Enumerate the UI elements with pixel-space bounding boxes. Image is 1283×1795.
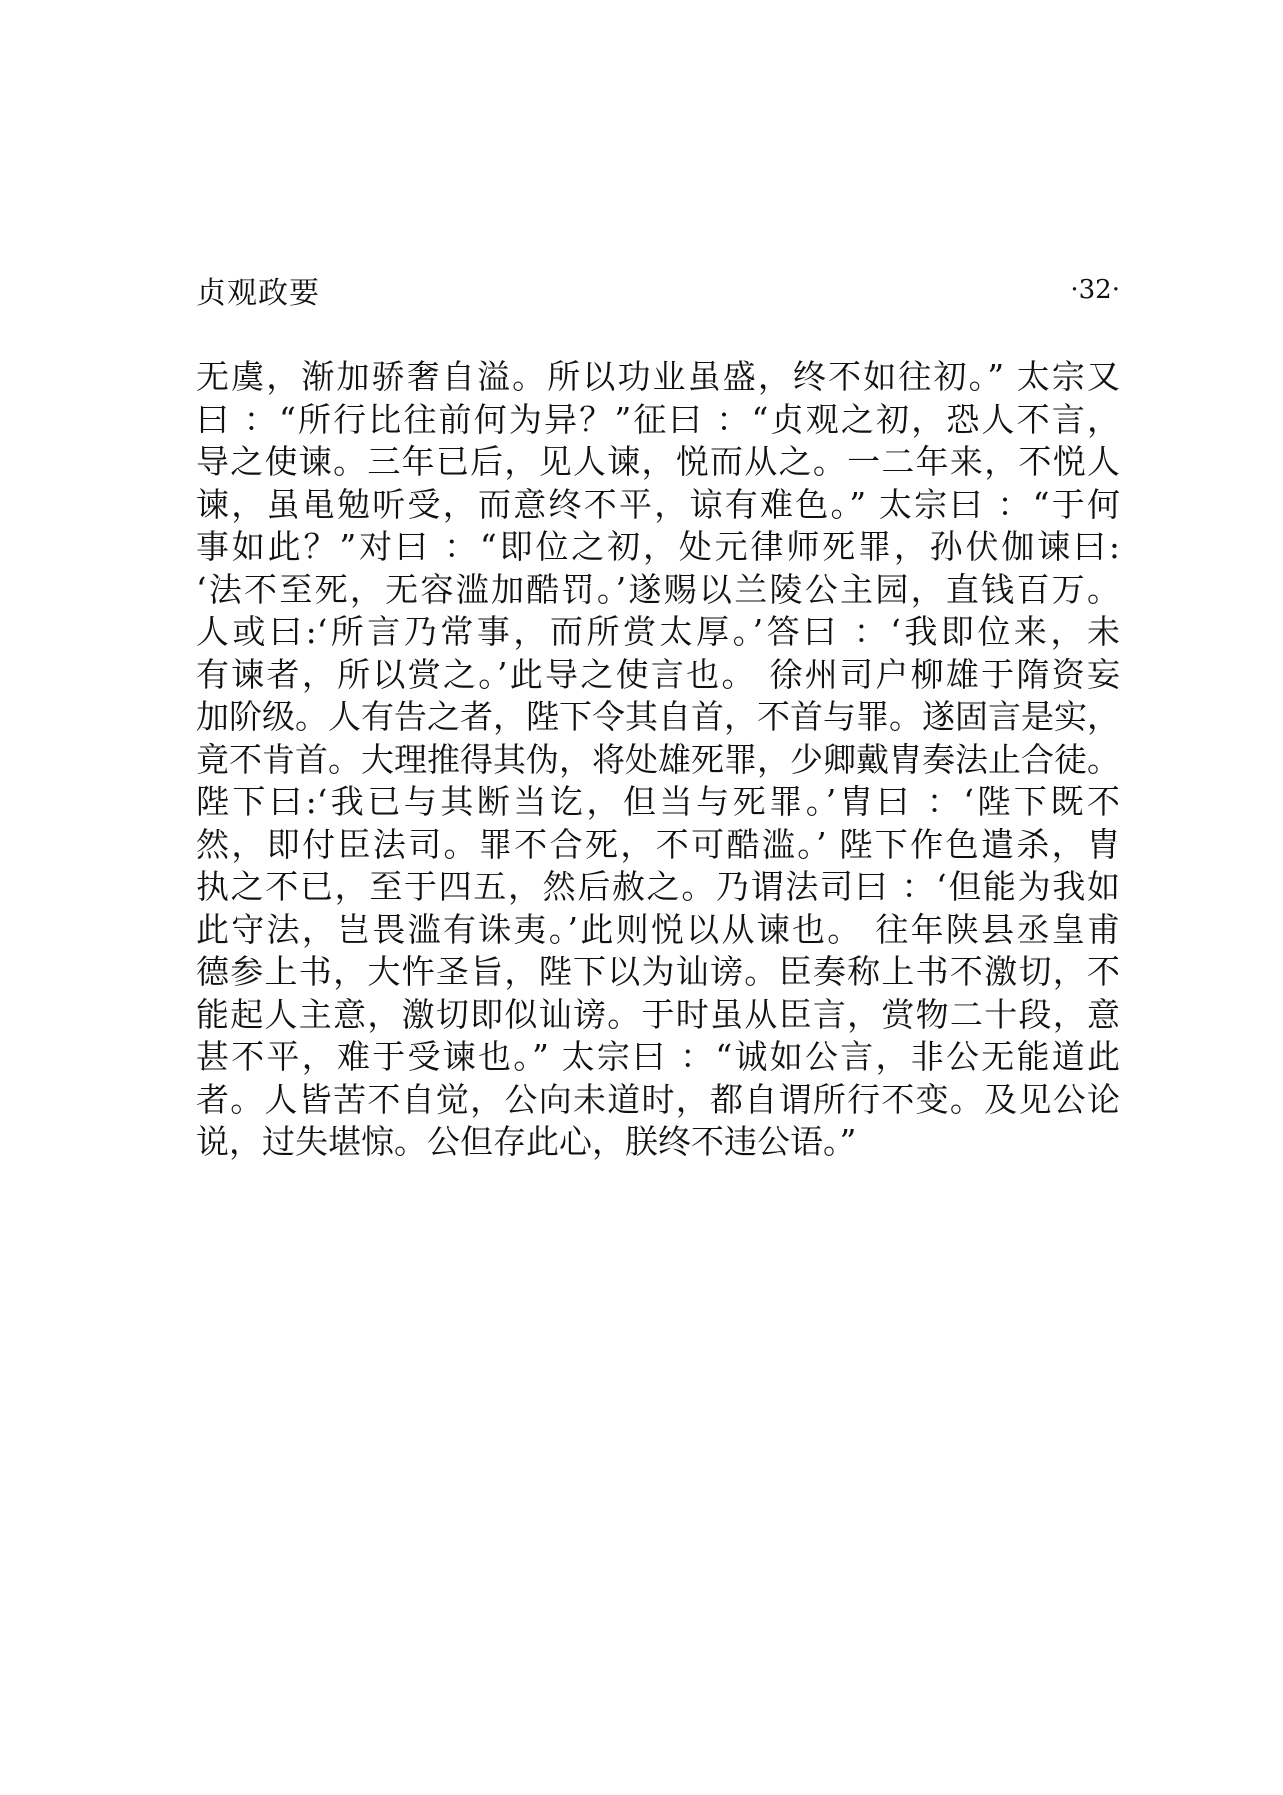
text-line: 谏，虽黾勉听受，而意终不平，谅有难色。” 太宗曰 ：“于何 [196,484,1120,524]
running-header [196,268,1120,312]
text-line: 加阶级。人有告之者，陛下令其自首，不首与罪。遂固言是实， [196,697,1120,736]
text-line: 竟不肯首。大理推得其伪，将处雄死罪，少卿戴胄奏法止合徒。 [196,739,1120,779]
page-number: ·32· [1070,275,1120,305]
text-line: 执之不已，至于四五，然后赦之。乃谓法司曰 ：‘但能为我如 [196,867,1120,906]
book-title: 贞观政要 [196,276,320,311]
text-line: 有谏者，所以赏之。’此导之使言也。 徐州司户柳雄于隋资妄 [196,654,1120,694]
text-line: 无虞，渐加骄奢自溢。所以功业虽盛，终不如往初。” 太宗又 [196,357,1120,396]
body-text [196,356,1120,1164]
text-line: ‘法不至死，无容滥加酷罚。’遂赐以兰陵公主园，直钱百万。 [196,569,1120,609]
text-line: 曰 ：“所行比往前何为异？”征曰 ：“贞观之初，恐人不言， [196,399,1120,439]
text-line: 能起人主意，激切即似讪谤。于时虽从臣言，赏物二十段，意 [196,994,1120,1034]
text-line: 此守法，岂畏滥有诛夷。’此则悦以从谏也。 往年陕县丞皇甫 [196,909,1120,949]
text-line: 者。人皆苦不自觉，公向未道时，都自谓所行不变。及见公论 [196,1079,1120,1119]
text-line: 人或曰:‘所言乃常事，而所赏太厚。’答曰 ：‘我即位来，未 [196,612,1120,651]
text-line: 导之使谏。三年已后，见人谏，悦而从之。一二年来，不悦人 [196,442,1120,481]
text-line: 事如此？”对曰 ：“即位之初，处元律师死罪，孙伏伽谏曰: [196,527,1120,566]
text-line: 说，过失堪惊。公但存此心，朕终不违公语。” [196,1122,857,1161]
text-line: 陛下曰:‘我已与其断当讫，但当与死罪。’胄曰 ：‘陛下既不 [196,782,1120,821]
text-line: 甚不平，难于受谏也。” 太宗曰 ：“诚如公言，非公无能道此 [196,1037,1120,1076]
text-line: 然，即付臣法司。罪不合死，不可酷滥。’ 陛下作色遣杀，胄 [196,824,1120,864]
text-line: 德参上书，大忤圣旨，陛下以为讪谤。臣奏称上书不激切，不 [196,952,1120,991]
